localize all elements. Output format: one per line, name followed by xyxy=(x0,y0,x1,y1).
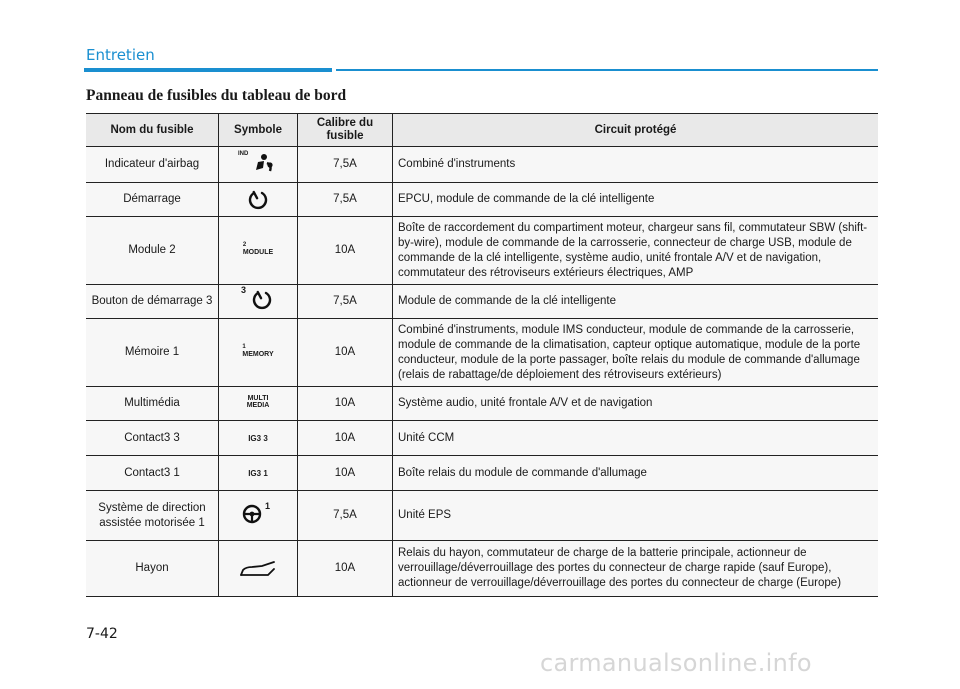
fuse-symbol xyxy=(219,319,298,387)
fuse-circuit: Combiné d'instruments xyxy=(393,147,879,183)
fuse-rating: 7,5A xyxy=(298,147,393,183)
memory-1-icon: 1 MEMORY xyxy=(242,343,274,359)
fuse-name: Indicateur d'airbag xyxy=(86,147,219,183)
fuse-symbol xyxy=(219,491,298,541)
fuse-circuit: Boîte relais du module de commande d'allumage xyxy=(393,456,879,491)
fuse-symbol xyxy=(219,285,298,319)
fuse-symbol xyxy=(219,421,298,456)
fuse-rating: 7,5A xyxy=(298,285,393,319)
ig3-3-icon: IG3 3 xyxy=(248,433,268,443)
fuse-name: Mémoire 1 xyxy=(86,319,219,387)
start-button-icon xyxy=(247,189,269,211)
column-header-rating: Calibre du fusible xyxy=(298,114,393,147)
page-number: 7-42 xyxy=(86,626,118,642)
fuse-rating: 10A xyxy=(298,421,393,456)
header-rule-dark xyxy=(84,68,332,72)
fuse-name: Contact3 3 xyxy=(86,421,219,456)
table-row xyxy=(86,183,878,217)
steering-wheel-1-icon: 1 xyxy=(241,501,275,525)
fuse-circuit: Unité EPS xyxy=(393,491,879,541)
column-header-circuit: Circuit protégé xyxy=(393,114,879,147)
fuse-rating: 10A xyxy=(298,217,393,285)
fuse-circuit: EPCU, module de commande de la clé intelligente xyxy=(393,183,879,217)
fuse-circuit: Relais du hayon, commutateur de charge de la batterie principale, actionneur de verrouillage/déverrouillage des portes du connecteur de charge rapide (sauf Europe), actionneur de verrouillage/déverrouillage des portes du connecteur de charge (Europe) xyxy=(393,541,879,597)
fuse-rating: 10A xyxy=(298,319,393,387)
table-row xyxy=(86,319,878,387)
fuse-symbol xyxy=(219,387,298,421)
table-row xyxy=(86,147,878,183)
header-rule-light xyxy=(336,69,878,71)
fuse-symbol xyxy=(219,456,298,491)
section-header: Entretien xyxy=(86,46,155,64)
table-row xyxy=(86,491,878,541)
fuse-rating: 7,5A xyxy=(298,183,393,217)
table-row xyxy=(86,217,878,285)
fuse-symbol xyxy=(219,217,298,285)
fuse-name: Multimédia xyxy=(86,387,219,421)
fuse-rating: 10A xyxy=(298,541,393,597)
table-row xyxy=(86,456,878,491)
fuse-name: Démarrage xyxy=(86,183,219,217)
table-row xyxy=(86,285,878,319)
fuse-name: Système de direction assistée motorisée 1 xyxy=(86,491,219,541)
airbag-ind-icon: IND xyxy=(238,151,278,173)
fuse-name: Module 2 xyxy=(86,217,219,285)
page-title: Panneau de fusibles du tableau de bord xyxy=(86,87,347,104)
start-button-3-icon: 3 xyxy=(241,287,275,311)
fuse-table xyxy=(86,113,878,597)
fuse-rating: 7,5A xyxy=(298,491,393,541)
table-row xyxy=(86,387,878,421)
fuse-name: Hayon xyxy=(86,541,219,597)
fuse-name: Contact3 1 xyxy=(86,456,219,491)
tailgate-icon xyxy=(238,560,278,578)
table-header-row xyxy=(86,114,878,147)
column-header-name: Nom du fusible xyxy=(86,114,219,147)
fuse-symbol xyxy=(219,183,298,217)
column-header-symbol: Symbole xyxy=(219,114,298,147)
table-row xyxy=(86,541,878,597)
fuse-circuit: Unité CCM xyxy=(393,421,879,456)
fuse-circuit: Module de commande de la clé intelligente xyxy=(393,285,879,319)
fuse-circuit: Boîte de raccordement du compartiment moteur, chargeur sans fil, commutateur SBW (shift-by-wire), module de commande de la carrosserie, connecteur de charge USB, module de commande de la clé intelligente, système audio, unité frontale A/V et de navigation, commutateur des rétroviseurs extérieurs électriques, AMP xyxy=(393,217,879,285)
fuse-symbol xyxy=(219,541,298,597)
table-row xyxy=(86,421,878,456)
fuse-circuit: Système audio, unité frontale A/V et de navigation xyxy=(393,387,879,421)
fuse-symbol xyxy=(219,147,298,183)
multimedia-icon: MULTI MEDIA xyxy=(246,394,270,410)
ig3-1-icon: IG3 1 xyxy=(248,468,268,478)
fuse-rating: 10A xyxy=(298,456,393,491)
watermark: carmanualsonline.info xyxy=(540,649,812,677)
fuse-rating: 10A xyxy=(298,387,393,421)
fuse-name: Bouton de démarrage 3 xyxy=(86,285,219,319)
fuse-circuit: Combiné d'instruments, module IMS conducteur, module de commande de la carrosserie, module de commande de la climatisation, capteur optique automatique, module de la porte conducteur, module de la porte passager, boîte relais du module de commande d'allumage (relais de rabattage/de déploiement des rétroviseurs extérieurs) xyxy=(393,319,879,387)
module-2-icon: 2 MODULE xyxy=(242,241,274,257)
